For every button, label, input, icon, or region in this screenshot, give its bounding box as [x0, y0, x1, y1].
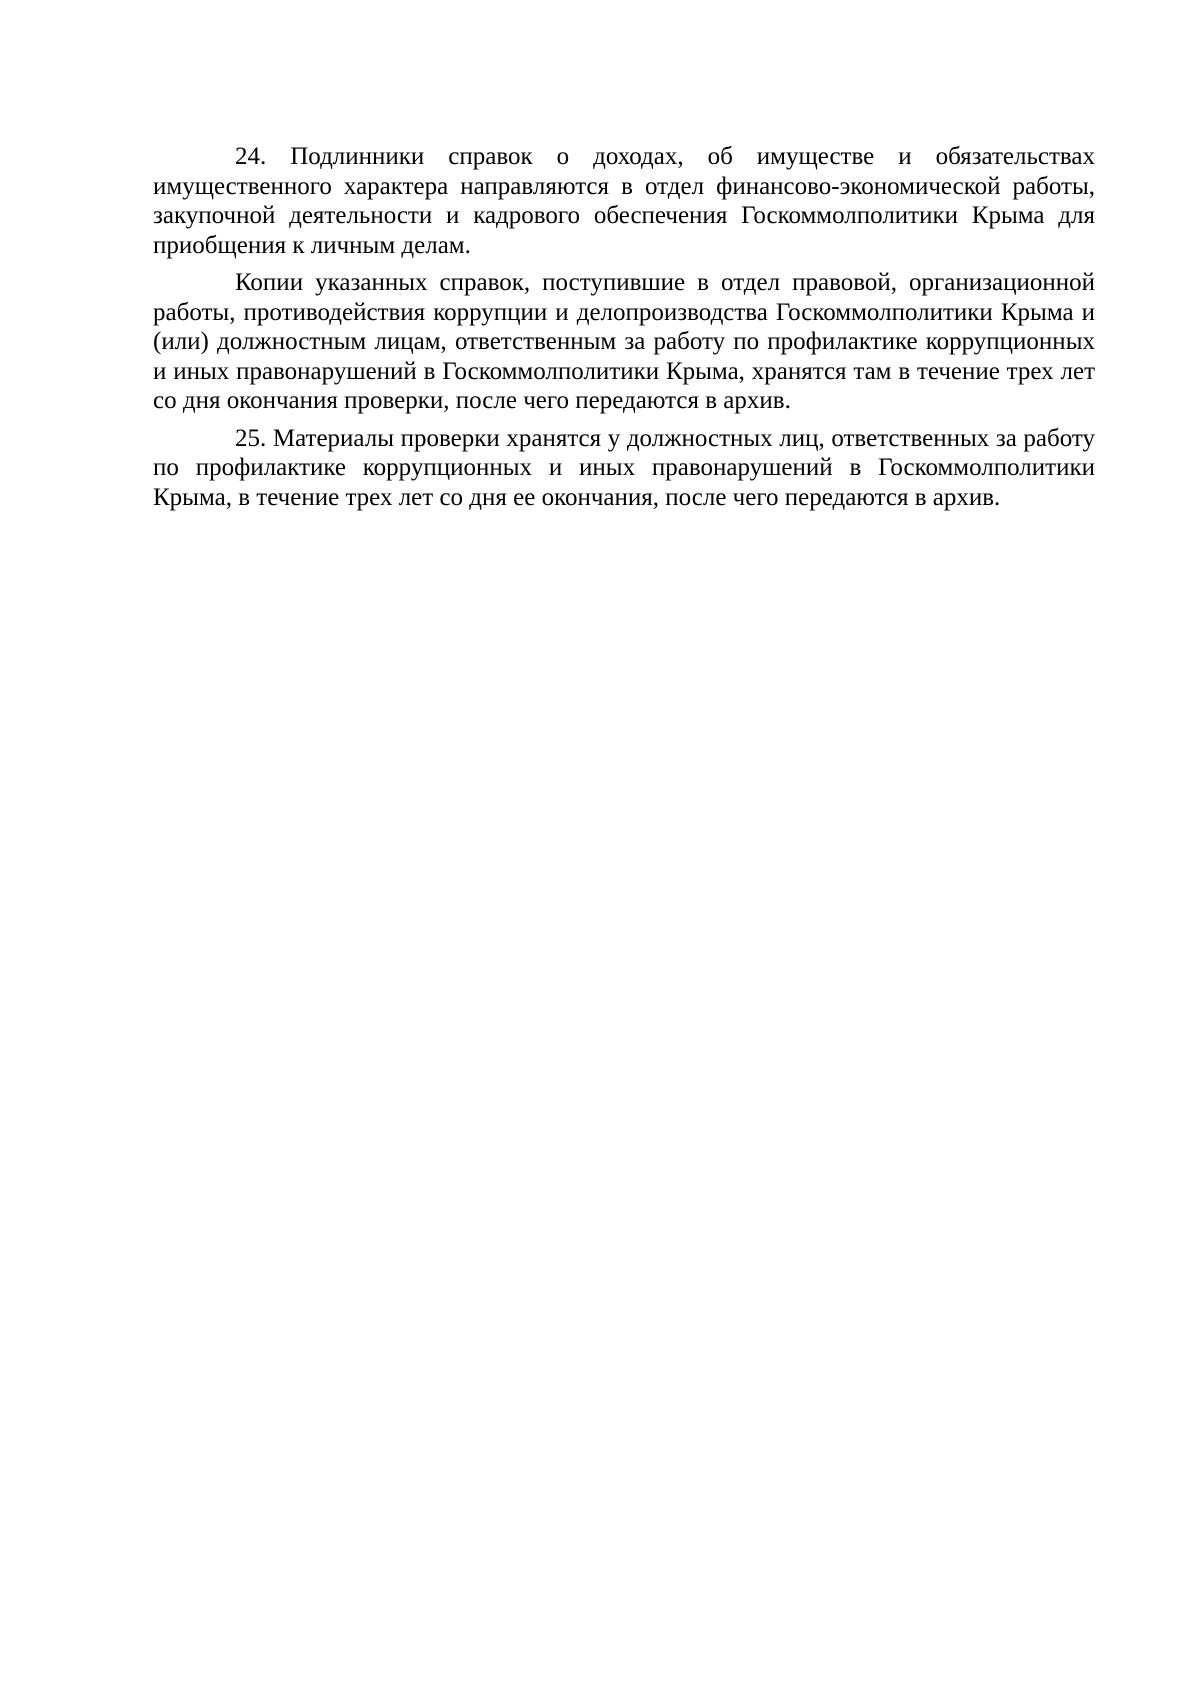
paragraph-24: 24. Подлинники справок о доходах, об имуществе и обязательствах имущественного характера направляются в отдел финансово-экономической работы, закупочной деятельности и кадрового обеспечения Госкоммолполитики Крыма для приобщения к личным делам.	[153, 143, 1095, 259]
paragraph-25: 25. Материалы проверки хранятся у должностных лиц, ответственных за работу по профилактике коррупционных и иных правонарушений в Госкоммолполитики Крыма, в течение трех лет со дня ее окончания, после чего передаются в архив.	[153, 424, 1095, 511]
document-body	[153, 142, 1095, 520]
paragraph-copies: Копии указанных справок, поступившие в отдел правовой, организационной работы, противодействия коррупции и делопроизводства Госкоммолполитики Крыма и (или) должностным лицам, ответственным за работу по профилактике коррупционных и иных правонарушений в Госкоммолполитики Крыма, хранятся там в течение трех лет со дня окончания проверки, после чего передаются в архив.	[153, 269, 1095, 414]
